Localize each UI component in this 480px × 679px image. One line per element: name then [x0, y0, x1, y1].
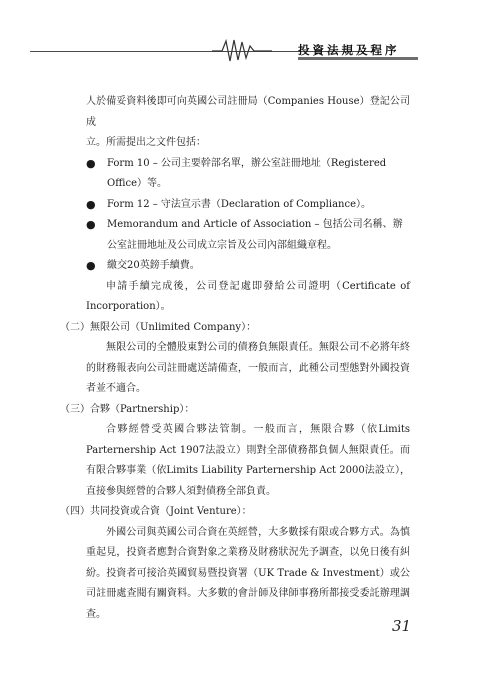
bullet-text: 繳交20英鎊手續費。 — [107, 260, 200, 271]
bullet-item — [86, 195, 410, 216]
heartbeat-line-icon — [212, 36, 272, 64]
bullet-icon: ● — [86, 259, 96, 272]
bullet-icon: ● — [86, 218, 96, 231]
bullet-item — [86, 256, 410, 277]
bullet-item — [86, 154, 410, 195]
section-heading-unlimited-company: （二）無限公司（Unlimited Company）： — [60, 321, 257, 333]
page-body — [60, 92, 410, 625]
registration-paragraph: 申請手續完成後，公司登記處即發給公司證明（Certificate of Incorporation）。 — [86, 280, 410, 312]
running-header-title: 投資法規及程序 — [298, 43, 400, 57]
bullet-item — [86, 215, 410, 256]
page-number: 31 — [392, 617, 412, 635]
bullet-text: Form 12 – 守法宣示書（Declaration of Compliance）。 — [107, 198, 372, 210]
bullet-text: Form 10 – 公司主要幹部名單，辦公室註冊地址（Registered Office）等。 — [107, 157, 387, 189]
section-heading-partnership: （三）合夥（Partnership）： — [60, 403, 195, 415]
intro-line-2: 立。所需提出之文件包括： — [86, 137, 206, 148]
section-text-unlimited-company: 無限公司的全體股東對公司的債務負無限責任。無限公司不必將年終的財務報表向公司註冊處送請備查，一般而言，此種公司型態對外國投資者並不適合。 — [86, 342, 410, 394]
header-underline-bar — [298, 57, 418, 60]
intro-line-1: 人於備妥資料後即可向英國公司註冊局（Companies House）登記公司成 — [86, 96, 410, 128]
section-text-joint-venture: 外國公司與英國公司合資在英經營，大多數採有限或合夥方式。為慎重起見，投資者應對合資對象之業務及財務狀況先予調查，以免日後有糾紛。投資者可接洽英國貿易暨投資署（UK Trade & Investment）或公司註冊處查閱有關資料。大多數的會計師及律師事務所都接受委託辦理調查。 — [86, 526, 410, 620]
bullet-icon: ● — [86, 197, 96, 211]
bullet-icon: ● — [86, 156, 96, 170]
section-text-partnership: 合夥經營受英國合夥法管制。一般而言，無限合夥（依Limits Parternership Act 1907法設立）則對全部債務都負個人無限責任。而有限合夥事業（依Limits Liability Parternership Act 2000法設立），直接參與經營的合夥人須對債務全部負責。 — [86, 424, 410, 497]
bullet-text: Memorandum and Article of Association – 包括公司名稱、辦公室註冊地址及公司成立宗旨及公司內部組織章程。 — [107, 219, 403, 251]
section-heading-joint-venture: （四）共同投資或合資（Joint Venture）： — [60, 506, 252, 517]
